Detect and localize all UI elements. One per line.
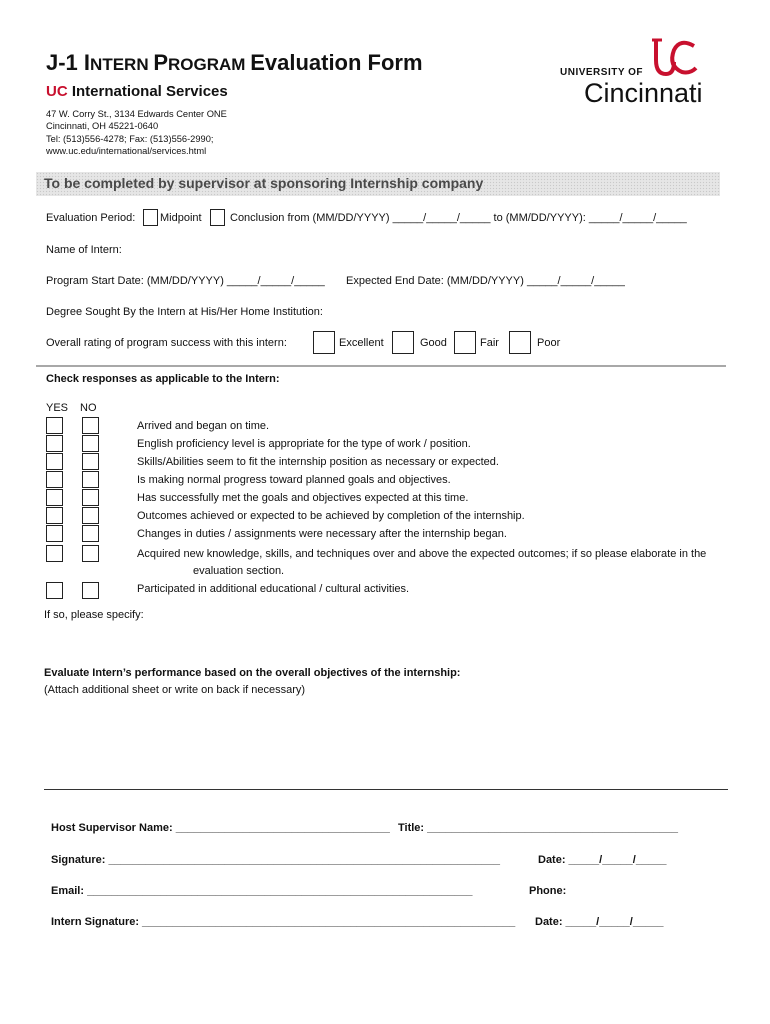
logo-university-of: UNIVERSITY OF (560, 67, 643, 78)
intern-signature-field[interactable]: Intern Signature: _____________________________________________________________ (51, 916, 516, 928)
yes-checkbox[interactable] (46, 417, 63, 434)
yes-checkbox[interactable] (46, 471, 63, 488)
yes-column-label: YES (46, 402, 69, 414)
no-checkbox[interactable] (82, 525, 99, 542)
midpoint-checkbox[interactable] (143, 209, 158, 226)
checklist-item-continuation: evaluation section. (193, 565, 285, 577)
host-supervisor-name-field[interactable]: Host Supervisor Name: ___________________________________ (51, 822, 390, 834)
no-checkbox[interactable] (82, 453, 99, 470)
writing-line (44, 789, 728, 790)
no-checkbox[interactable] (82, 545, 99, 562)
conclusion-date-range[interactable]: Conclusion from (MM/DD/YYYY) _____/_____/_____ to (MM/DD/YYYY): _____/_____/_____ (230, 212, 687, 224)
yes-checkbox[interactable] (46, 507, 63, 524)
rating-excellent-checkbox[interactable] (313, 331, 335, 354)
rating-fair-label: Fair (480, 337, 499, 349)
title-part: NTERN (90, 55, 154, 74)
title-part: P (153, 50, 169, 75)
evaluate-heading: Evaluate Intern’s performance based on the overall objectives of the internship: (44, 667, 461, 679)
email-field[interactable]: Email: _______________________________________________________________ (51, 885, 473, 897)
expected-end-date-field[interactable]: Expected End Date: (MM/DD/YYYY) _____/_____/_____ (346, 275, 625, 287)
no-checkbox[interactable] (82, 489, 99, 506)
intern-signature-date-field[interactable]: Date: _____/_____/_____ (535, 916, 664, 928)
midpoint-label: Midpoint (160, 212, 202, 224)
no-checkbox[interactable] (82, 471, 99, 488)
office-label: International Services (71, 83, 228, 100)
degree-sought-field[interactable]: Degree Sought By the Intern at His/Her Home Institution: (46, 306, 323, 318)
conclusion-checkbox[interactable] (210, 209, 225, 226)
form-title (46, 50, 423, 76)
office-address (46, 108, 227, 158)
title-part: Evaluation Form (250, 50, 423, 75)
address-line: Tel: (513)556-4278; Fax: (513)556-2990; (46, 133, 214, 144)
evaluate-note: (Attach additional sheet or write on back if necessary) (44, 684, 306, 696)
specify-field[interactable]: If so, please specify: (44, 609, 144, 621)
checklist-item: Participated in additional educational / cultural activities. (137, 583, 410, 595)
title-part: ROGRAM (168, 55, 251, 74)
office-name (46, 83, 228, 100)
signature-field[interactable]: Signature: ________________________________________________________________ (51, 854, 500, 866)
evaluation-text-area[interactable] (44, 702, 724, 784)
program-start-date-field[interactable]: Program Start Date: (MM/DD/YYYY) _____/_____/_____ (46, 275, 325, 287)
yes-checkbox[interactable] (46, 582, 63, 599)
checklist-item: Is making normal progress toward planned goals and objectives. (137, 474, 451, 486)
rating-good-label: Good (420, 337, 447, 349)
yes-checkbox[interactable] (46, 545, 63, 562)
yes-checkbox[interactable] (46, 453, 63, 470)
phone-field[interactable]: Phone: (529, 885, 567, 897)
logo-cincinnati: Cincinnati (584, 78, 703, 108)
yes-checkbox[interactable] (46, 525, 63, 542)
rating-good-checkbox[interactable] (392, 331, 414, 354)
uc-mark: UC (46, 83, 68, 100)
checklist-item: Acquired new knowledge, skills, and techniques over and above the expected outcomes; if so please elaborate in the (137, 548, 707, 560)
section-header (36, 172, 720, 196)
checklist-item: English proficiency level is appropriate for the type of work / position. (137, 438, 471, 450)
rating-poor-label: Poor (537, 337, 561, 349)
no-checkbox[interactable] (82, 417, 99, 434)
rating-excellent-label: Excellent (339, 337, 384, 349)
no-column-label: NO (80, 402, 97, 414)
no-checkbox[interactable] (82, 582, 99, 599)
rating-fair-checkbox[interactable] (454, 331, 476, 354)
checklist-heading: Check responses as applicable to the Intern: (46, 373, 280, 385)
checklist-item: Has successfully met the goals and objectives expected at this time. (137, 492, 469, 504)
address-line: www.uc.edu/international/services.html (46, 146, 207, 157)
yes-checkbox[interactable] (46, 489, 63, 506)
checklist-item: Arrived and began on time. (137, 420, 270, 432)
checklist-item: Skills/Abilities seem to fit the internship position as necessary or expected. (137, 456, 499, 468)
no-checkbox[interactable] (82, 435, 99, 452)
checklist-item: Changes in duties / assignments were necessary after the internship began. (137, 528, 507, 540)
rating-poor-checkbox[interactable] (509, 331, 531, 354)
section-title: To be completed by supervisor at sponsoring Internship company (44, 175, 484, 191)
title-part: I (83, 50, 91, 75)
signature-date-field[interactable]: Date: _____/_____/_____ (538, 854, 667, 866)
checklist-item: Outcomes achieved or expected to be achieved by completion of the internship. (137, 510, 525, 522)
yes-checkbox[interactable] (46, 435, 63, 452)
overall-rating-label: Overall rating of program success with this intern: (46, 337, 287, 349)
title-part: J-1 (46, 50, 84, 75)
title-field[interactable]: Title: _________________________________________ (398, 822, 678, 834)
university-logo (560, 36, 715, 111)
address-line: Cincinnati, OH 45221-0640 (46, 121, 159, 132)
address-line: 47 W. Corry St., 3134 Edwards Center ONE (46, 109, 227, 119)
intern-name-field[interactable]: Name of Intern: (46, 244, 122, 256)
eval-period-label: Evaluation Period: (46, 212, 136, 224)
divider (36, 365, 726, 367)
no-checkbox[interactable] (82, 507, 99, 524)
